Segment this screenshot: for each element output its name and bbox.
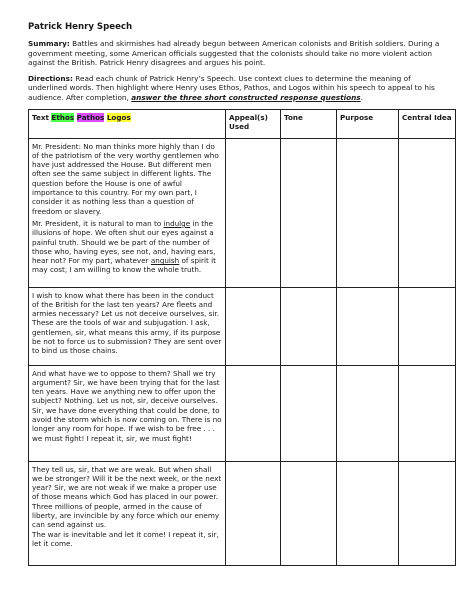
header-central-idea: Central Idea (399, 109, 456, 138)
directions-end: . (360, 92, 363, 102)
chunk-1-p2-middle: in the illusions of hope. We often shut our eyes against a painful truth. Should we be part of the number of those who, having eyes, see not, and, having ears, hear not? For my part, whatever (32, 218, 216, 266)
header-tone: Tone (281, 109, 337, 138)
summary-paragraph (28, 39, 448, 68)
chunk-2-tone-cell[interactable] (281, 287, 337, 365)
table-row (29, 365, 456, 461)
chunk-1-purpose-cell[interactable] (337, 138, 399, 287)
header-text (29, 109, 226, 138)
chunk-3-paragraph-1: And what have we to oppose to them? Shall we try argument? Sir, we have been trying that for the last ten years. Have we anything new to offer upon the subject? Nothing. Let us not, sir, deceive ourselves. (32, 368, 220, 406)
directions-emphasis: answer the three short constructed response questions (131, 92, 361, 102)
chunk-1-text (29, 138, 226, 287)
chunk-4-paragraph-1: They tell us, sir, that we are weak. But when shall we be stronger? Will it be the next week, or the next year? Sir, we are not weak if we make a proper use of those means which God has placed in our power. Three millions of people, armed in the cause of liberty, are invincible by any force which our enemy can send against us. (32, 464, 222, 530)
chunk-2-appeals-cell[interactable] (226, 287, 281, 365)
chunk-1-central-idea-cell[interactable] (399, 138, 456, 287)
chunk-4-central-idea-cell[interactable] (399, 461, 456, 565)
directions-paragraph (28, 74, 448, 103)
table-row (29, 138, 456, 287)
chunk-3-appeals-cell[interactable] (226, 365, 281, 461)
chunk-3-tone-cell[interactable] (281, 365, 337, 461)
chunk-2-paragraph: I wish to know what there has been in the conduct of the British for the last ten years? Are fleets and armies necessary? Let us not deceive ourselves, sir. These are the tools of war and subjugation. I ask, gentlemen, sir, what means this army, if its purpose be not to force us to submission? They are sent over to bind us those chains. (32, 290, 222, 356)
header-pathos: Pathos (76, 112, 105, 122)
header-logos: Logos (106, 112, 131, 122)
page-title: Patrick Henry Speech (28, 22, 133, 32)
chunk-4-text (29, 461, 226, 565)
chunk-3-purpose-cell[interactable] (337, 365, 399, 461)
worksheet-page (28, 22, 452, 566)
chunk-2-text (29, 287, 226, 365)
table-row (29, 287, 456, 365)
directions-label: Directions: (28, 73, 73, 83)
chunk-4-tone-cell[interactable] (281, 461, 337, 565)
chunk-1-tone-cell[interactable] (281, 138, 337, 287)
speech-table (28, 109, 456, 566)
chunk-2-purpose-cell[interactable] (337, 287, 399, 365)
chunk-3-central-idea-cell[interactable] (399, 365, 456, 461)
chunk-4-appeals-cell[interactable] (226, 461, 281, 565)
chunk-1-paragraph-2 (32, 219, 222, 275)
header-purpose: Purpose (337, 109, 399, 138)
chunk-2-central-idea-cell[interactable] (399, 287, 456, 365)
header-text-label: Text (32, 112, 49, 122)
table-row (29, 461, 456, 565)
underlined-word-anguish: anguish (150, 256, 180, 266)
chunk-4-purpose-cell[interactable] (337, 461, 399, 565)
header-appeals: Appeal(s) Used (226, 109, 281, 138)
chunk-1-appeals-cell[interactable] (226, 138, 281, 287)
chunk-1-p2-start: Mr. President, it is natural to man to (32, 218, 164, 228)
table-header-row (29, 109, 456, 138)
directions-text: Read each chunk of Patrick Henry’s Speech. Use context clues to determine the meaning of underlined words. Then highlight where Henry uses Ethos, Pathos, and Logos within his speech to appeal to his audience. After completion, (28, 73, 435, 102)
summary-text: Battles and skirmishes had already begun between American colonists and British soldiers. During a government meeting, some American officials suggested that the colonists should take no more violent action against the British. Patrick Henry disagrees and argues his point. (28, 39, 440, 68)
chunk-3-paragraph-2: Sir, we have done everything that could be done, to avoid the storm which is now coming on. There is no longer any room for hope. If we wish to be free . . . we must fight! I repeat it, sir, we must fight! (32, 405, 222, 443)
header-ethos: Ethos (51, 112, 75, 122)
chunk-3-text (29, 365, 226, 461)
chunk-1-paragraph-1: Mr. President: No man thinks more highly than I do of the patriotism of the very worthy gentlemen who have just addressed the House. But different men often see the same subject in different lights. The question before the House is one of awful importance to this country. For my own part, I consider it as nothing less than a question of freedom or slavery. (32, 141, 219, 216)
underlined-word-indulge: indulge (163, 218, 191, 228)
summary-label: Summary: (28, 39, 70, 48)
chunk-1-p2-end: of spirit it may cost, I am willing to know the whole truth. (32, 256, 216, 275)
chunk-4-paragraph-2: The war is inevitable and let it come! I repeat it, sir, let it come. (32, 529, 219, 548)
